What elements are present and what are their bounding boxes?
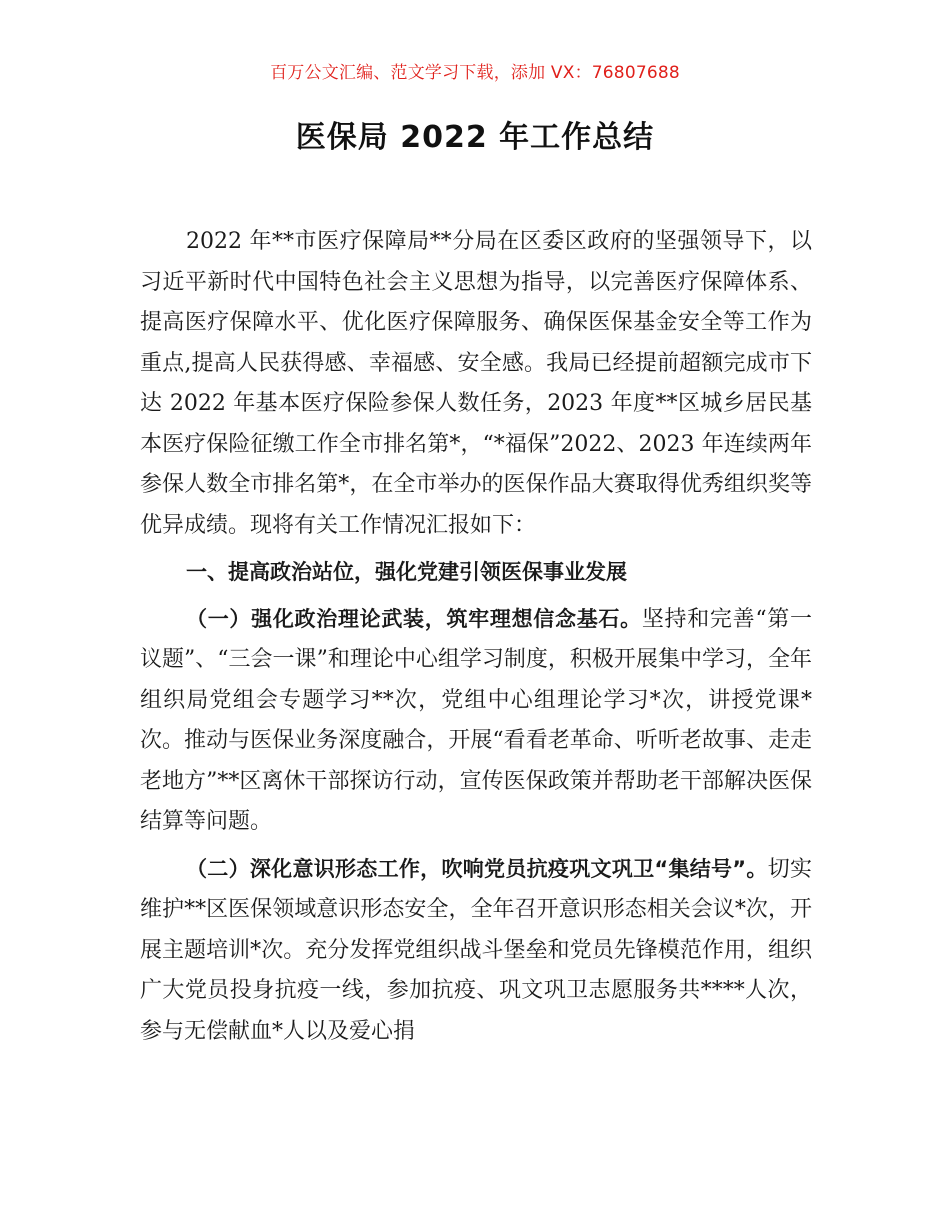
- intro-paragraph: 2022 年**市医疗保障局**分局在区委区政府的坚强领导下，以习近平新时代中国特色社会主义思想为指导，以完善医疗保障体系、提高医疗保障水平、优化医疗保障服务、确保医保基金安全等工作为重点,提高人民获得感、幸福感、安全感。我局已经提前超额完成市下达 2022 年基本医疗保险参保人数任务，2023 年度**区城乡居民基本医疗保险征缴工作全市排名第*，“*福保”2022、2023 年连续两年参保人数全市排名第*，在全市举办的医保作品大赛取得优秀组织奖等优异成绩。现将有关工作情况汇报如下：: [140, 229, 812, 538]
- subsection-lead-2: （二）深化意识形态工作，吹响党员抗疫巩文巩卫“集结号”。: [186, 856, 768, 881]
- watermark-banner: 百万公文汇编、范文学习下载，添加 VX：76807688: [270, 63, 680, 83]
- subsection-paragraph-2: [140, 849, 812, 1053]
- subsection-text-2: 切实维护**区医保领域意识形态安全，全年召开意识形态相关会议*次，开展主题培训*次。充分发挥党组织战斗堡垒和党员先锋模范作用，组织广大党员投身抗疫一线，参加抗疫、巩文巩卫志愿服务共****人次，参与无偿献血*人以及爱心捐: [140, 856, 812, 1044]
- subsection-text-1: 坚持和完善“第一议题”、“三会一课”和理论中心组学习制度，积极开展集中学习，全年组织局党组会专题学习**次，党组中心组理论学习*次，讲授党课*次。推动与医保业务深度融合，开展“看看老革命、听听老故事、走走老地方”**区离休干部探访行动，宣传医保政策并帮助老干部解决医保结算等问题。: [140, 606, 812, 834]
- section-heading: 一、提高政治站位，强化党建引领医保事业发展: [186, 560, 627, 584]
- document-body: [140, 222, 812, 1052]
- document-title: 医保局 2022 年工作总结: [295, 120, 655, 155]
- subsection-lead-1: （一）强化政治理论武装，筑牢理想信念基石。: [186, 606, 642, 631]
- subsection-paragraph-1: [140, 599, 812, 843]
